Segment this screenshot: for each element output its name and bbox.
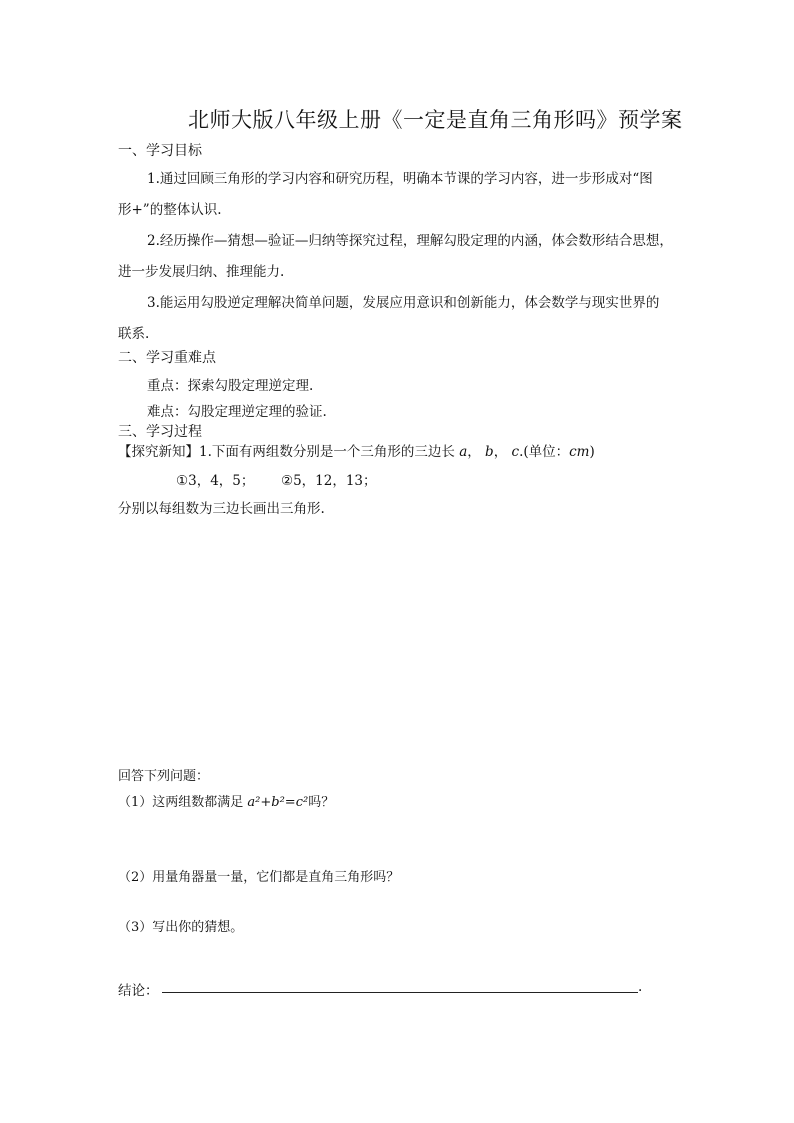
separator-2: ， bbox=[493, 444, 508, 460]
question-1-suffix: 吗？ bbox=[308, 795, 335, 810]
conclusion-label: 结论： bbox=[118, 983, 159, 999]
question-2: （2）用量角器量一量，它们都是直角三角形吗？ bbox=[118, 870, 400, 885]
goal-3-line-1: 3.能运用勾股逆定理解决简单问题，发展应用意识和创新能力，体会数学与现实世界的 bbox=[147, 295, 660, 311]
document-title: 北师大版八年级上册《一定是直角三角形吗》预学案 bbox=[188, 108, 683, 132]
separator-1: ， bbox=[467, 444, 481, 460]
question-3: （3）写出你的猜想。 bbox=[118, 920, 244, 935]
section-heading-goals: 一、学习目标 bbox=[118, 143, 202, 159]
unit: cm bbox=[569, 444, 590, 460]
explore-text: 1.下面有两组数分别是一个三角形的三边长 bbox=[199, 444, 455, 460]
goal-3-line-2: 联系. bbox=[118, 326, 150, 342]
question-1 bbox=[118, 791, 334, 810]
question-1-prefix: （1）这两组数都满足 bbox=[118, 795, 244, 810]
unit-prefix: .(单位： bbox=[519, 444, 570, 460]
var-a: a bbox=[459, 444, 468, 460]
var-b: b bbox=[485, 444, 494, 460]
difficulty-point: 难点：勾股定理逆定理的验证. bbox=[147, 404, 327, 420]
key-point: 重点：探索勾股定理逆定理. bbox=[147, 378, 314, 394]
question-1-formula: a²+b²=c² bbox=[247, 795, 309, 810]
group-2: ②5，12，13； bbox=[280, 473, 377, 489]
var-c: c bbox=[511, 444, 520, 460]
goal-2-line-1: 2.经历操作—猜想—验证—归纳等探究过程，理解勾股定理的内涵，体会数形结合思想， bbox=[147, 233, 673, 249]
section-heading-process: 三、学习过程 bbox=[118, 424, 202, 440]
conclusion-end: . bbox=[638, 979, 643, 995]
questions-intro: 回答下列问题： bbox=[118, 769, 210, 784]
explore-tag: 【探究新知】 bbox=[118, 444, 199, 460]
section-heading-key-points: 二、学习重难点 bbox=[118, 350, 216, 366]
goal-2-line-2: 进一步发展归纳、推理能力. bbox=[118, 264, 285, 280]
number-groups bbox=[176, 469, 377, 489]
goal-1-line-1: 1.通过回顾三角形的学习内容和研究历程，明确本节课的学习内容，进一步形成对“图 bbox=[147, 171, 653, 187]
group-1: ①3，4，5； bbox=[176, 473, 255, 489]
conclusion-answer-line[interactable] bbox=[162, 992, 638, 993]
draw-instruction: 分别以每组数为三边长画出三角形. bbox=[118, 501, 325, 517]
goal-1-line-2: 形+”的整体认识. bbox=[118, 202, 222, 218]
explore-line bbox=[118, 440, 595, 460]
unit-suffix: ) bbox=[589, 444, 595, 460]
